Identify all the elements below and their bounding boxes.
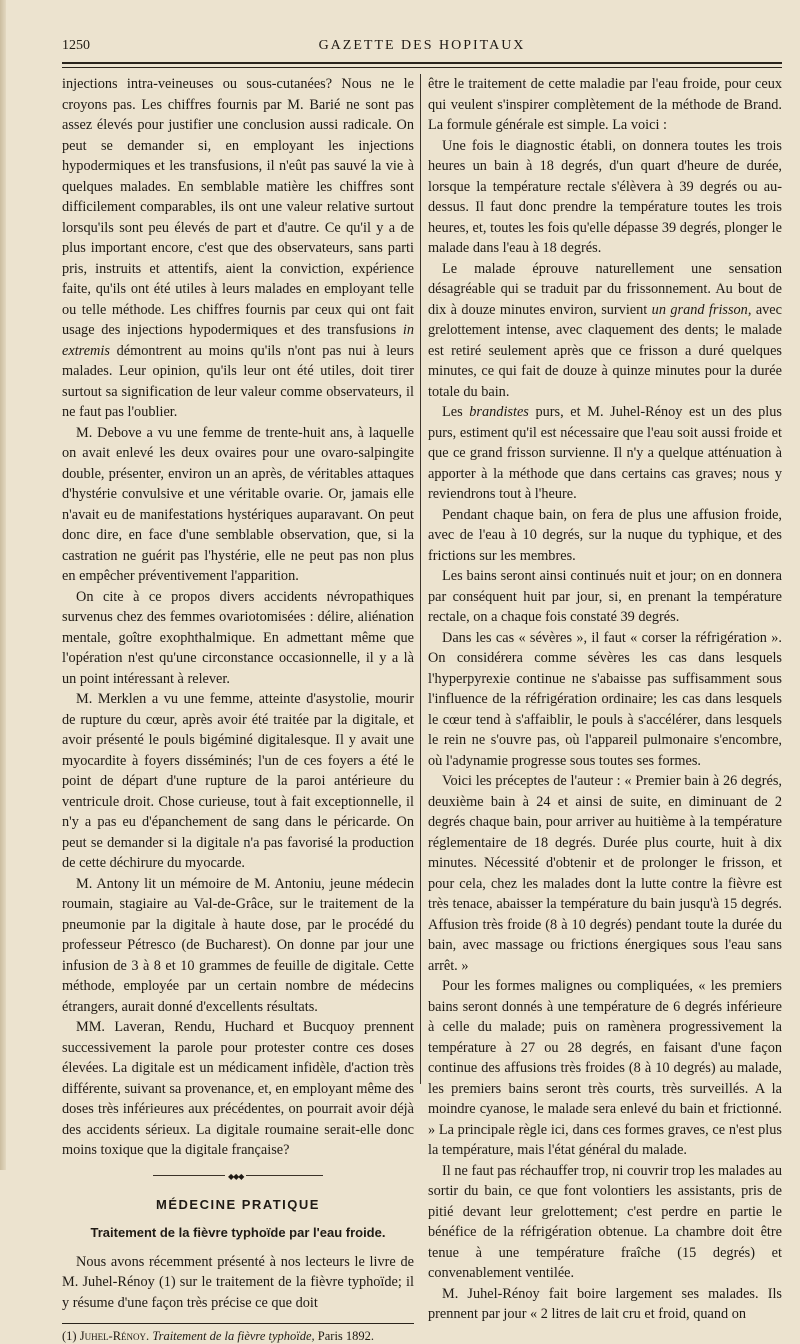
italic-text: un grand frisson, (651, 301, 752, 318)
left-column (62, 74, 415, 1343)
article-title: Traitement de la fièvre typhoïde par l'eau froide. (90, 1225, 386, 1240)
paragraph (428, 259, 782, 403)
footnote-place: Paris 1892. (317, 1329, 375, 1343)
paragraph: Il ne faut pas réchauffer trop, ni couvrir trop les malades au sortir du bain, ce que font volontiers les assistants, pris de pitié devant leur grelottement; c'est perdre en partie le bénéfice de la réfrigération obtenue. La chambre doit être tenue à une température fraîche (15 degrés) et convenablement ventilée. (428, 1162, 782, 1281)
footnote-mark: (1) (62, 1329, 77, 1343)
paragraph: MM. Laveran, Rendu, Huchard et Bucquoy prennent successivement la parole pour protester contre ces doses élevées. La digitale est un médicament infidèle, d'action très différente, suivant sa provenance, et, en employant même des doses très inférieures aux précédentes, on pourrait avoir déjà des accidents sérieux. La digitale roumaine serait-elle donc moins toxique que la digitale française? (62, 1019, 414, 1158)
paragraph: Les bains seront ainsi continués nuit et jour; on en donnera par conséquent huit par jour, si, en prenant la température rectale, on a chaque fois constaté 39 degrés. (428, 568, 782, 625)
paragraph: M. Merklen a vu une femme, atteinte d'asystolie, mourir de rupture du cœur, après avoir été traitée par la digitale, et avoir présenté le pouls bigéminé digitalesque. Il y avait une myocardite à foyers disséminés; l'un de ces foyers a été le point de départ d'une rupture de la paroi antérieure du ventricule droit. Chose curieuse, tout à fait exceptionnelle, il n'y a pas eu d'épanchement de sang dans le péricarde. On peut se demander si la digitale n'a pas favorisé la production de cette déchirure du myocarde. (62, 691, 414, 871)
paragraph-text: avec grelottement intense, avec claquement des dents; le malade est retiré seulement après que ce frisson a duré quelques minutes, ce qui fait de douze à quinze minutes pour la durée totale du bain. (428, 301, 782, 400)
paragraph (428, 402, 782, 505)
paragraph-text: purs, et M. Juhel-Rénoy est un des plus purs, estiment qu'il est nécessaire que l'eau soit aussi froide et que ce grand frisson survienne. Il n'y a quelque atténuation à apporter à la méthode que dans certains cas graves; nous y reviendrons tout à l'heure. (428, 404, 782, 502)
header-rule-thin (62, 67, 782, 68)
section-title: MÉDECINE PRATIQUE (156, 1196, 320, 1212)
italic-text: in extremis (62, 322, 415, 359)
footnote (62, 1328, 414, 1344)
section-divider-ornament (153, 1171, 323, 1181)
column-separator (420, 74, 421, 1084)
footnote-title: Traitement de la fièvre typhoïde, (152, 1329, 315, 1343)
paragraph: être le traitement de cette maladie par l'eau froide, pour ceux qui veulent s'inspirer complètement de la méthode de Brand. La formule générale est simple. La voici : (428, 76, 782, 133)
header-rule-thick (62, 62, 782, 64)
footnote-author: Juhel-Rénoy. (79, 1329, 150, 1343)
paragraph: Voici les préceptes de l'auteur : « Premier bain à 26 degrés, deuxième bain à 24 et ainsi de suite, en diminuant de 2 degrés chaque bain, pour arriver au huitième à la température réglementaire de 18 degrés. Durée plus courte, huit à dix minutes. Nécessité d'obtenir et de prolonger le frisson, et pour cela, chez les malades dont la lutte contre la fièvre est très tenace, abaisser la température du bain jusqu'à 15 degrés. Affusion très froide (8 à 10 degrés) pendant toute la durée du bain, avec massage ou frictions énergiques sous l'eau sans arrêt. » (428, 773, 782, 974)
paragraph: M. Juhel-Rénoy fait boire largement ses malades. Ils prennent par jour « 2 litres de lait cru et froid, quand on (428, 1285, 782, 1322)
paragraph: Pour les formes malignes ou compliquées, « les premiers bains seront donnés à une température de 6 degrés inférieure à celle du malade; puis on ramènera progressivement la température à 27 ou 28 degrés, en faisant d'une façon continue des affusions très froides (8 à 10 degrés) au malade, les premiers bains seront très courts, très surveillés. A la moindre cyanose, le malade sera enlevé du bain et frictionné. » La principale règle ici, dans ces formes graves, ce n'est plus la température, mais l'état général du malade. (428, 978, 782, 1158)
paragraph (62, 74, 414, 423)
italic-text: brandistes (469, 404, 529, 420)
right-column (428, 74, 782, 1322)
footnote-rule (62, 1323, 414, 1324)
paragraph-text: injections intra-veineuses ou sous-cutanées? Nous ne le croyons pas. Les chiffres fournis par M. Barié ne sont pas assez élevés pour justifier une conclusion aussi radicale. On peut se demander si, en employant les injections hypodermiques et les transfusions, il n'eût pas sauvé la vie à quelques malades. En semblable matière les chiffres sont difficilement comparables, ils ont une valeur relative surtout lorsqu'ils sont peu élevés de part et d'autre. Ce qu'il y a de plus important encore, c'est que des observateurs, sans parti pris, instruits et attentifs, aient la conviction, expérience faite, qu'ils ont été utiles à leurs malades en employant telle ou telle méthode. Les chiffres fournis par ceux qui ont fait usage des injections hypodermiques et des transfusions (62, 76, 414, 338)
paragraph: Pendant chaque bain, on fera de plus une affusion froide, avec de l'eau à 10 degrés, sur la nuque du typhique, et des frictions sur les membres. (428, 506, 782, 564)
paragraph: Dans les cas « sévères », il faut « corser la réfrigération ». On considérera comme sévères les cas dans lesquels l'hyperpyrexie continue ne s'abaisse pas suffisamment sous l'influence de la réfrigération ordinaire; les cas dans lesquels le cœur tend à s'affaiblir, le pouls à s'accélérer, dans lesquels le rein ne s'ouvre pas, où l'appareil pulmonaire s'encombre, où l'adynamie progresse sous toutes ses formes. (428, 629, 782, 769)
page-header (62, 36, 782, 60)
paragraph-text: démontrent au moins qu'ils n'ont pas nui à leurs malades. Leur opinion, qu'ils leur ont été utiles, doit tirer surtout sa signification de leur valeur comme observateurs, il ne faut pas l'oublier. (62, 342, 414, 420)
page-number: 1250 (62, 38, 90, 53)
paragraph: M. Antony lit un mémoire de M. Antoniu, jeune médecin roumain, stagiaire au Val-de-Grâce, sur le traitement de la pneumonie par la digitale à haute dose, par le procédé du professeur Pétresco (de Bucharest). On donne par jour une infusion de 3 à 8 et 10 grammes de feuille de digitale. Cette méthode, employée par un certain nombre de médecins étrangers, aurait donné d'excellents résultats. (62, 875, 414, 1015)
paragraph: Nous avons récemment présenté à nos lecteurs le livre de M. Juhel-Rénoy (1) sur le traitement de la fièvre typhoïde; il y résume d'une façon très précise ce que doit (62, 1253, 414, 1311)
paragraph: Une fois le diagnostic établi, on donnera toutes les trois heures un bain à 18 degrés, d'un quart d'heure de durée, lorsque la température rectale s'élèvera à 39 degrés ou au-dessus. Il faut donc prendre la température toutes les trois heures, et, toutes les fois qu'elle dépasse 39 degrés, plonger le malade dans l'eau à 18 degrés. (428, 137, 782, 256)
page-edge (0, 0, 6, 1170)
paragraph-text: Les (442, 404, 463, 420)
paragraph: On cite à ce propos divers accidents névropathiques survenus chez des femmes ovariotomisées : délire, aliénation mentale, goître exophthalmique. En admettant même que l'opération n'est qu'une circonstance occasionnelle, il y a là un point intéressant à relever. (62, 588, 414, 687)
paragraph-text: Le malade éprouve naturellement une sensation désagréable qui se traduit par du frissonnement. Au bout de dix à douze minutes environ, survient (428, 260, 782, 318)
paragraph: M. Debove a vu une femme de trente-huit ans, à laquelle on avait enlevé les deux ovaires pour une ovaro-salpingite double, présenter, environ un an après, de véritables attaques d'hystérie convulsive et une véritable ovarie. Or, jamais elle n'avait eu de manifestations hystériques auparavant. On peut donc dire, en face d'une semblable observation, que, si la castration ne guérit pas l'hystérie, elle ne peut pas non plus en empêcher préventivement l'apparition. (62, 424, 414, 584)
journal-title: GAZETTE DES HOPITAUX (318, 38, 526, 53)
